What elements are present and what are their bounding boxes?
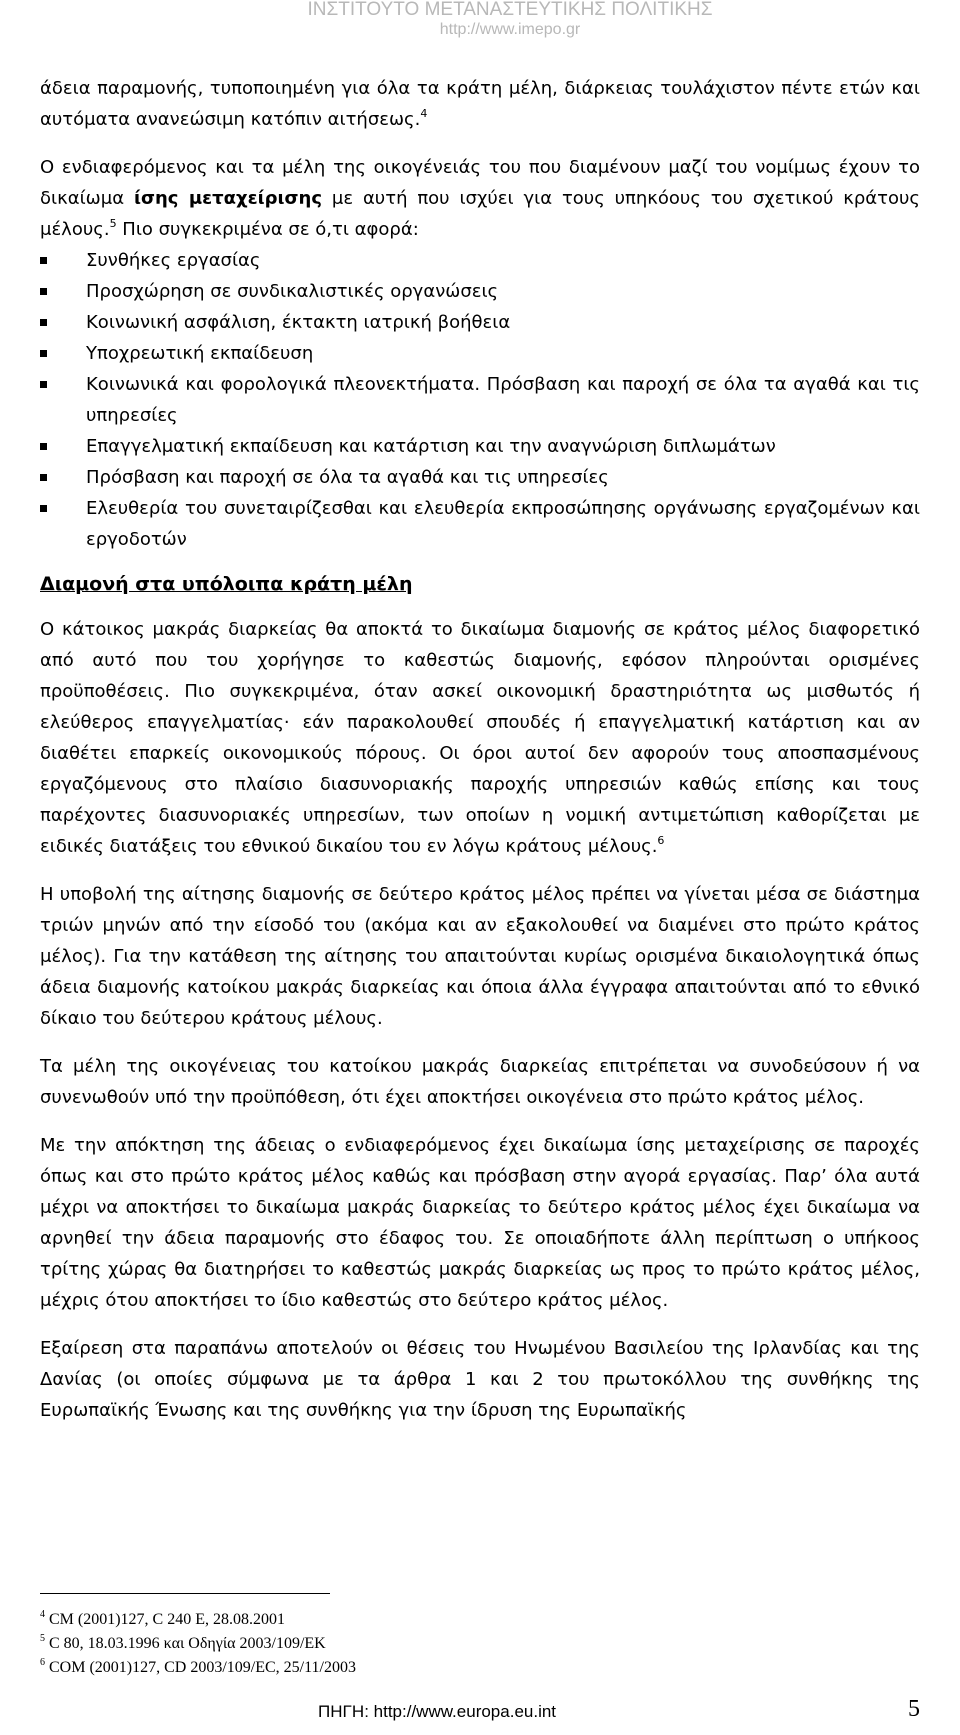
paragraph-3: Ο κάτοικος μακράς διαρκείας θα αποκτά το δικαίωμα διαμονής σε κράτος μέλος διαφορετικό από αυτό που του χορήγησε το καθεστώς διαμονής, εφόσον πληρούνται ορισμένες προϋποθέσεις. Πιο συγκεκριμένα, όταν ασκεί οικονομική δραστηριότητα ως μισθωτός ή ελεύθερος επαγγελματίας· εάν παρακολουθεί σπουδές ή επαγγελματική κατάρτιση και αν διαθέτει επαρκείς οικονομικούς πόρους. Οι όροι αυτοί δεν αφορούν τους αποσπασμένους εργαζόμενους στο πλαίσιο διασυνοριακής παροχής υπηρεσιών καθώς επίσης και τους παρέχοντες διασυνοριακές υπηρεσίων, των οποίων η νομική αντιμετώπιση καθορίζεται με ειδικές διατάξεις του εθνικού δικαίου του εν λόγω κράτους μέλους.$^6$ [40, 619, 920, 857]
page-header [60, 0, 960, 39]
footnote-item: $^4$ CM (2001)127, C 240 E, 28.08.2001 [40, 1609, 285, 1628]
list-item: Επαγγελματική εκπαίδευση και κατάρτιση και την αναγνώριση διπλωμάτων [40, 431, 920, 462]
paragraph-5: Τα μέλη της οικογένειας του κατοίκου μακράς διαρκείας επιτρέπεται να συνοδεύσουν ή να συνενωθούν υπό την προϋπόθεση, ότι έχει αποκτήσει οικογένεια στο πρώτο κράτος μέλος. [40, 1056, 920, 1108]
square-bullet-icon [40, 288, 47, 295]
footnote-item: $^6$ COM (2001)127, CD 2003/109/EC, 25/11/2003 [40, 1657, 356, 1676]
list-item: Κοινωνικά και φορολογικά πλεονεκτήματα. Πρόσβαση και παροχή σε όλα τα αγαθά και τις υπηρεσίες [40, 369, 920, 431]
page-number: 5 [908, 1696, 920, 1722]
footnote-separator [40, 1593, 330, 1594]
paragraph-6: Με την απόκτηση της άδειας ο ενδιαφερόμενος έχει δικαίωμα ίσης μεταχείρισης σε παροχές όπως και στο πρώτο κράτος μέλος καθώς και πρόσβαση στην αγορά εργασίας. Παρ’ όλα αυτά μέχρι να αποκτήσει το δικαίωμα μακράς διαρκείας το δεύτερο κράτος μέλος έχει δικαίωμα να αρνηθεί την άδεια παραμονής στο έδαφος του. Σε οποιαδήποτε άλλη περίπτωση ο υπήκοος τρίτης χώρας θα διατηρήσει το καθεστώς μακράς διαρκείας ως προς το πρώτο κράτος μέλος, μέχρις ότου αποκτήσει το ίδιο καθεστώς στο δεύτερο κράτος μέλος. [40, 1135, 920, 1311]
institute-name: ΙΝΣΤΙΤΟΥΤΟ ΜΕΤΑΝΑΣΤΕΥΤΙΚΗΣ ΠΟΛΙΤΙΚΗΣ [307, 0, 713, 20]
paragraph-7: Εξαίρεση στα παραπάνω αποτελούν οι θέσεις του Ηνωμένου Βασιλείου της Ιρλανδίας και της Δανίας (οι οποίες σύμφωνα με τα άρθρα 1 και 2 του πρωτοκόλλου της συνθήκης της Ευρωπαϊκής Ένωσης και της συνθήκης για την ίδρυση της Ευρωπαϊκής [40, 1338, 920, 1421]
square-bullet-icon [40, 505, 47, 512]
footnote-item: $^5$ C 80, 18.03.1996 και Οδηγία 2003/109/EK [40, 1633, 326, 1652]
paragraph-1: άδεια παραμονής, τυποποιημένη για όλα τα κράτη μέλη, διάρκειας τουλάχιστον πέντε ετών και αυτόματα ανανεώσιμη κατόπιν αιτήσεως.$^4$ [40, 78, 920, 130]
square-bullet-icon [40, 257, 47, 264]
rights-list [40, 245, 920, 555]
paragraph-4: Η υποβολή της αίτησης διαμονής σε δεύτερο κράτος μέλος πρέπει να γίνεται μέσα σε διάστημα τριών μηνών από την είσοδό του (ακόμα και αν εξακολουθεί να διαμένει στο πρώτο κράτος μέλος). Για την κατάθεση της αίτησης του απαιτούνται κυρίως ορισμένα δικαιολογητικά όπως άδεια διαμονής κατοίκου μακράς διαρκείας και όποια άλλα έγγραφα απαιτούνται από το εθνικό δίκαιο του δεύτερου κράτους μέλους. [40, 884, 920, 1029]
square-bullet-icon [40, 350, 47, 357]
list-item: Προσχώρηση σε συνδικαλιστικές οργανώσεις [40, 276, 920, 307]
list-item: Συνθήκες εργασίας [40, 245, 920, 276]
main-text [40, 73, 920, 1426]
list-item: Υποχρεωτική εκπαίδευση [40, 338, 920, 369]
source-footer: ΠΗΓΗ: http://www.europa.eu.int [318, 1702, 557, 1721]
institute-url: http://www.imepo.gr [439, 21, 581, 38]
footnote-ref: 6 [657, 834, 665, 847]
square-bullet-icon [40, 474, 47, 481]
footnote-ref: 4 [420, 107, 428, 120]
paragraph-2: Ο ενδιαφερόμενος και τα μέλη της οικογένειάς του που διαμένουν μαζί του νομίμως έχουν το δικαίωμα ίσης μεταχείρισης με αυτή που ισχύει για τους υπηκόους του σχετικού κράτους μέλους.$^5$ Πιο συγκεκριμένα σε ό,τι αφορά: [40, 157, 920, 240]
square-bullet-icon [40, 319, 47, 326]
list-item: Κοινωνική ασφάλιση, έκτακτη ιατρική βοήθεια [40, 307, 920, 338]
square-bullet-icon [40, 443, 47, 450]
footnotes [40, 1608, 356, 1680]
emphasis-equal-treatment: ίσης μεταχείρισης [133, 188, 323, 209]
list-item: Πρόσβαση και παροχή σε όλα τα αγαθά και τις υπηρεσίες [40, 462, 920, 493]
section-heading: Διαμονή στα υπόλοιπα κράτη μέλη [40, 573, 413, 595]
list-item: Ελευθερία του συνεταιρίζεσθαι και ελευθερία εκπροσώπησης οργάνωσης εργαζομένων και εργοδοτών [40, 493, 920, 555]
square-bullet-icon [40, 381, 47, 388]
footnote-ref: 5 [109, 217, 117, 230]
